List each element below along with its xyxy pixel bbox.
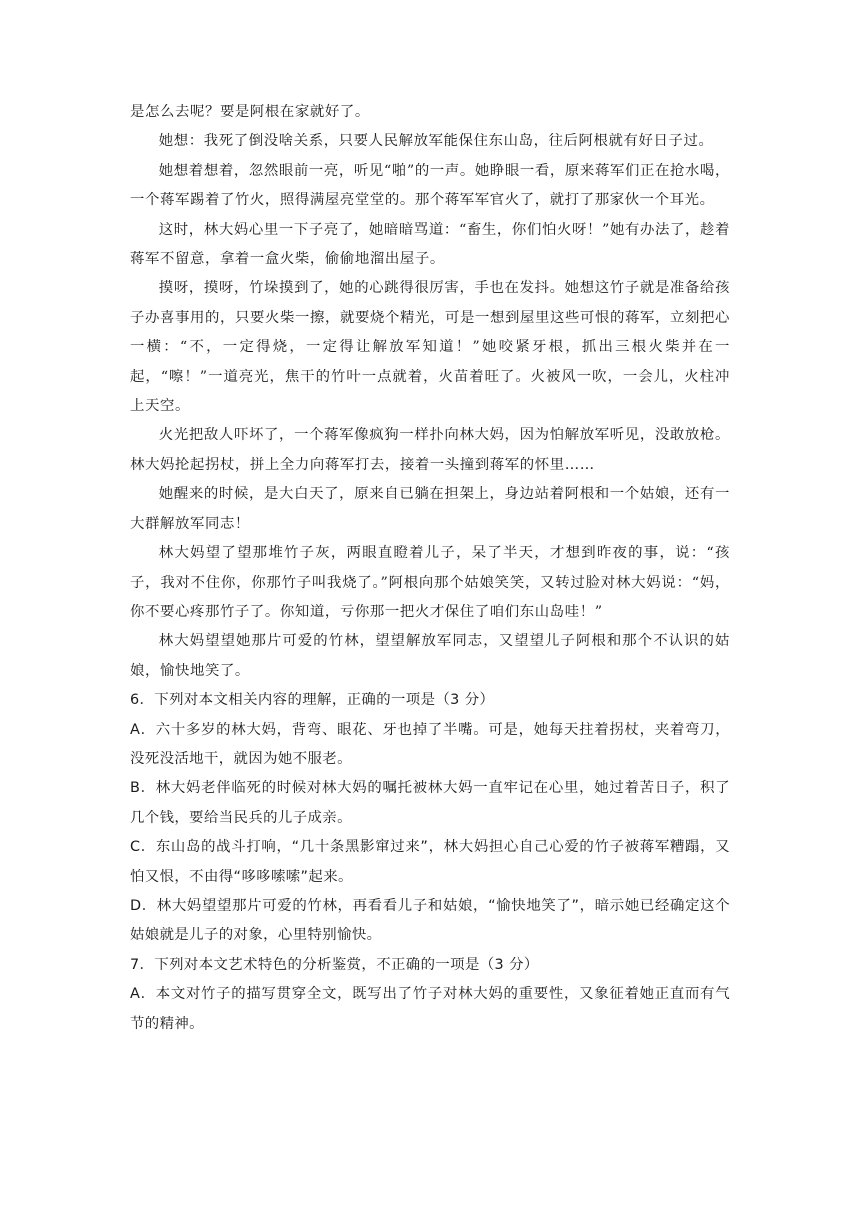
story-paragraph: 是怎么去呢？要是阿根在家就好了。 (130, 104, 370, 120)
story-paragraph: 这时，林大妈心里一下子亮了，她暗暗骂道：“畜生，你们怕火呀！”她有办法了，趁着蒋军不留意，拿着一盒火柴，偷偷地溜出屋子。 (130, 221, 730, 268)
story-paragraph: 她醒来的时候，是大白天了，原来自已躺在担架上，身边站着阿根和一个姑娘，还有一大群解放军同志！ (130, 486, 730, 532)
question-stem: 7．下列对本文艺术特色的分析鉴赏，不正确的一项是（3 分） (130, 956, 539, 973)
story-paragraph: 火光把敌人吓坏了，一个蒋军像疯狗一样扑向林大妈，因为怕解放军听见，没敢放枪。林大妈抡起拐杖，拼上全力向蒋军打去，接着一头撞到蒋军的怀里…… (130, 427, 730, 473)
answer-option: B．林大妈老伴临死的时候对林大妈的嘱托被林大妈一直牢记在心里，她过着苦日子，积了几个钱，要给当民兵的儿子成亲。 (130, 780, 730, 826)
answer-option: D．林大妈望望那片可爱的竹林，再看看儿子和姑娘，“愉快地笑了”，暗示她已经确定这个姑娘就是儿子的对象，心里特别愉快。 (130, 897, 730, 944)
story-paragraph: 林大妈望了望那堆竹子灰，两眼直瞪着儿子，呆了半天，才想到昨夜的事，说：“孩子，我对不住你，你那竹子叫我烧了。”阿根向那个姑娘笑笑，又转过脸对林大妈说：“妈，你不要心疼那竹子了。你知道，亏你那一把火才保住了咱们东山岛哇！” (130, 545, 730, 620)
answer-option: A．六十多岁的林大妈，背弯、眼花、牙也掉了半嘴。可是，她每天拄着拐杖，夹着弯刀，没死没活地干，就因为她不服老。 (130, 721, 730, 767)
story-paragraph: 林大妈望望她那片可爱的竹林，望望解放军同志，又望望儿子阿根和那个不认识的姑娘，愉快地笑了。 (130, 633, 730, 679)
page-content (130, 98, 730, 1039)
story-paragraph: 她想着想着，忽然眼前一亮，听见“啪”的一声。她睁眼一看，原来蒋军们正在抢水喝，一个蒋军踢着了竹火，照得满屋亮堂堂的。那个蒋军军官火了，就打了那家伙一个耳光。 (130, 162, 730, 209)
story-paragraph: 摸呀，摸呀，竹垛摸到了，她的心跳得很厉害，手也在发抖。她想这竹子就是准备给孩子办喜事用的，只要火柴一擦，就要烧个精光，可是一想到屋里这些可恨的蒋军，立刻把心一横：“不，一定得烧，一定得让解放军知道！”她咬紧牙根，抓出三根火柴并在一起，“嚓！”一道亮光，焦干的竹叶一点就着，火苗着旺了。火被风一吹，一会儿，火柱冲上天空。 (130, 280, 730, 415)
story-paragraph: 她想：我死了倒没啥关系，只要人民解放军能保住东山岛，往后阿根就有好日子过。 (158, 133, 714, 150)
answer-option: C．东山岛的战斗打响，“几十条黑影窜过来”，林大妈担心自己心爱的竹子被蒋军糟蹋，又怕又恨，不由得“哆哆嗦嗦”起来。 (130, 839, 730, 885)
question-stem: 6．下列对本文相关内容的理解，正确的一项是（3 分） (130, 692, 495, 709)
answer-option: A．本文对竹子的描写贯穿全文，既写出了竹子对林大妈的重要性，又象征着她正直而有气节的精神。 (130, 986, 730, 1032)
